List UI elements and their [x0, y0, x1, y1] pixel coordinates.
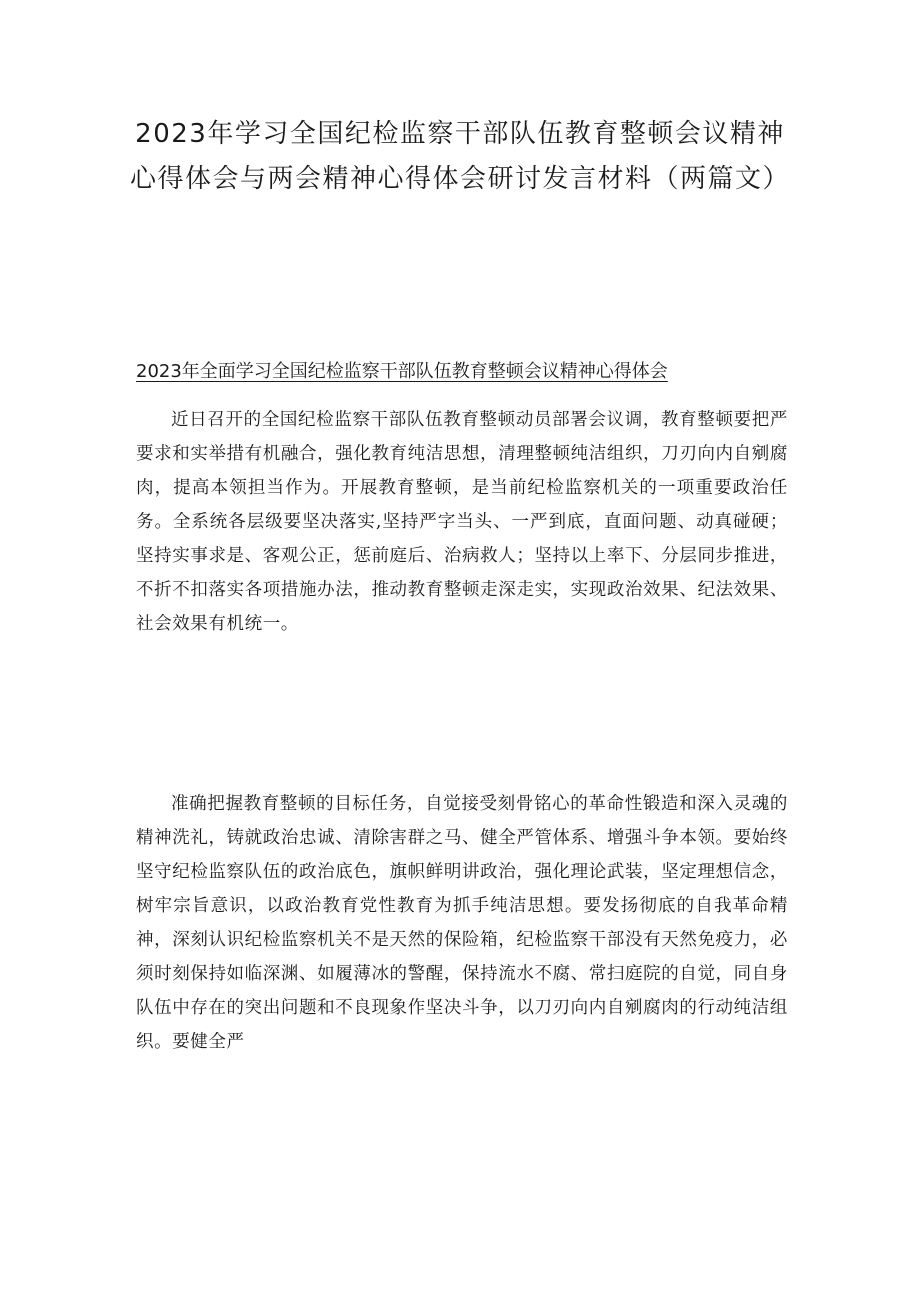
section-heading: 2023年全面学习全国纪检监察干部队伍教育整顿会议精神心得体会 — [136, 361, 668, 382]
body-paragraph-2: 准确把握教育整顿的目标任务，自觉接受刻骨铭心的革命性锻造和深入灵魂的精神洗礼，铸就政治忠诚、清除害群之马、健全严管体系、增强斗争本领。要始终坚守纪检监察队伍的政治底色，旗帜鲜明讲政治，强化理论武装，坚定理想信念，树牢宗旨意识，以政治教育党性教育为抓手纯洁思想。要发扬彻底的自我革命精神，深刻认识纪检监察机关不是天然的保险箱，纪检监察干部没有天然免疫力，必须时刻保持如临深渊、如履薄冰的警醒，保持流水不腐、常扫庭院的自觉，同自身队伍中存在的突出问题和不良现象作坚决斗争，以刀刃向内自剜腐肉的行动纯洁组织。要健全严 — [136, 794, 788, 1052]
document-title: 2023年学习全国纪检监察干部队伍教育整顿会议精神心得体会与两会精神心得体会研讨发言材料（两篇文） — [130, 119, 791, 194]
body-paragraph-1: 近日召开的全国纪检监察干部队伍教育整顿动员部署会议调，教育整顿要把严要求和实举措有机融合，强化教育纯洁思想，清理整顿纯洁组织，刀刃向内自剜腐肉，提高本领担当作为。开展教育整顿，是当前纪检监察机关的一项重要政治任务。全系统各层级要坚决落实,坚持严字当头、一严到底，直面问题、动真碰硬；坚持实事求是、客观公正，惩前庭后、治病救人；坚持以上率下、分层同步推进，不折不扣落实各项措施办法，推动教育整顿走深走实，实现政治效果、纪法效果、社会效果有机统一。 — [136, 410, 788, 634]
